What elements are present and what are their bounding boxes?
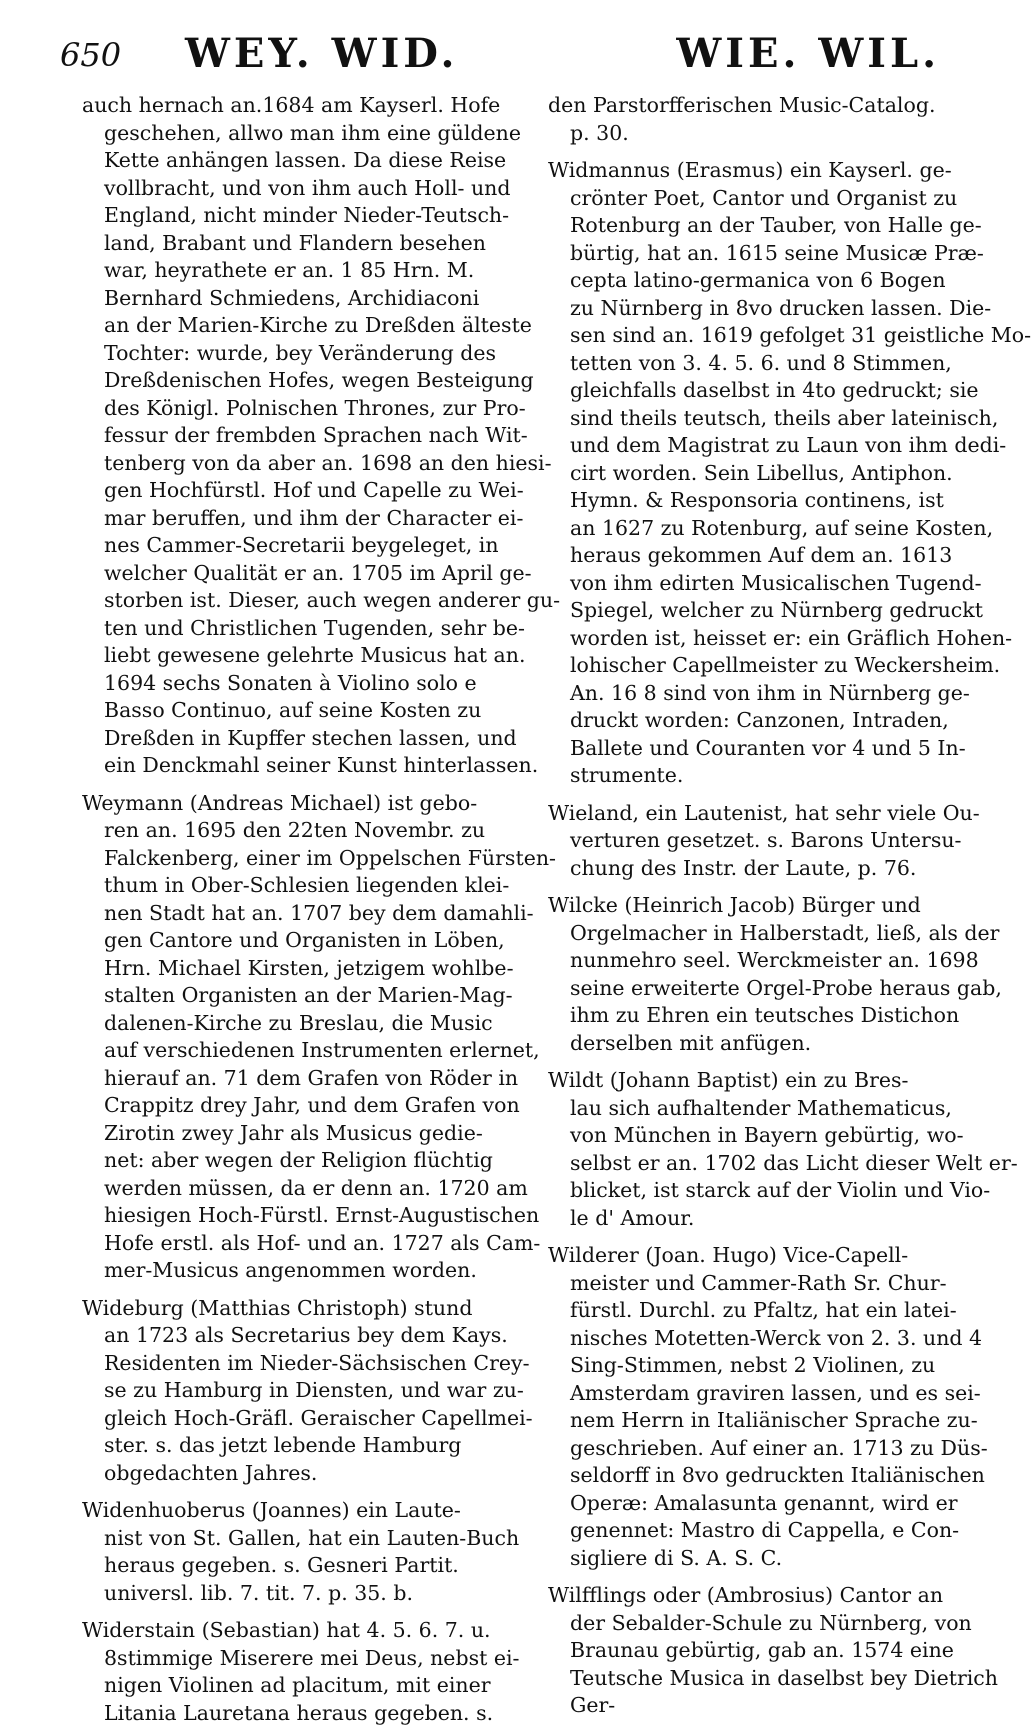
- dictionary-entry: [82, 790, 510, 1285]
- text-line: auf verschiedenen Instrumenten erlernet,: [82, 1037, 510, 1065]
- text-line: lohischer Capellmeister zu Weckersheim.: [548, 652, 953, 680]
- text-line: tenberg von da aber an. 1698 an den hiesi-: [82, 450, 510, 478]
- text-line: Sing-Stimmen, nebst 2 Violinen, zu: [548, 1352, 953, 1380]
- text-line: bürtig, hat an. 1615 seine Musicæ Præ-: [548, 240, 953, 268]
- dictionary-entry: [548, 157, 953, 790]
- text-line: hierauf an. 71 dem Grafen von Röder in: [82, 1065, 510, 1093]
- text-line: Spiegel, welcher zu Nürnberg gedruckt: [548, 597, 953, 625]
- text-line: war, heyrathete er an. 1 85 Hrn. M.: [82, 257, 510, 285]
- text-line: selbst er an. 1702 das Licht dieser Welt er-: [548, 1150, 953, 1178]
- text-line: 1694 sechs Sonaten à Violino solo e: [82, 670, 510, 698]
- text-line: druckt worden: Canzonen, Intraden,: [548, 707, 953, 735]
- text-line: le d' Amour.: [548, 1205, 953, 1233]
- text-line: Litania Lauretana heraus gegeben. s.: [82, 1700, 510, 1727]
- running-header: [60, 22, 940, 82]
- text-line: sen sind an. 1619 gefolget 31 geistliche Mo-: [548, 322, 953, 350]
- text-line: Widenhuoberus (Joannes) ein Laute-: [82, 1497, 510, 1525]
- text-line: ten und Christlichen Tugenden, sehr be-: [82, 615, 510, 643]
- left-running-head: WEY. WID.: [185, 30, 458, 77]
- text-line: gen Cantore und Organisten in Löben,: [82, 927, 510, 955]
- page-number: 650: [60, 36, 121, 74]
- text-line: Residenten im Nieder-Sächsischen Crey-: [82, 1350, 510, 1378]
- text-line: Crappitz drey Jahr, und dem Grafen von: [82, 1092, 510, 1120]
- text-line: ster. s. das jetzt lebende Hamburg: [82, 1432, 510, 1460]
- dictionary-entry: [82, 1295, 510, 1488]
- text-line: geschrieben. Auf einer an. 1713 zu Düs-: [548, 1435, 953, 1463]
- text-line: Wilderer (Joan. Hugo) Vice-Capell-: [548, 1242, 953, 1270]
- text-line: mar beruffen, und ihm der Character ei-: [82, 505, 510, 533]
- text-line: storben ist. Dieser, auch wegen anderer gu-: [82, 587, 510, 615]
- text-line: seldorff in 8vo gedruckten Italiänischen: [548, 1462, 953, 1490]
- text-line: hiesigen Hoch-Fürstl. Ernst-Augustischen: [82, 1202, 510, 1230]
- dictionary-entry: [548, 892, 953, 1057]
- text-line: Tochter: wurde, bey Veränderung des: [82, 340, 510, 368]
- text-line: gen Hochfürstl. Hof und Capelle zu Wei-: [82, 477, 510, 505]
- text-line: Weymann (Andreas Michael) ist gebo-: [82, 790, 510, 818]
- text-line: crönter Poet, Cantor und Organist zu: [548, 185, 953, 213]
- text-line: nes Cammer-Secretarii beygeleget, in: [82, 532, 510, 560]
- text-line: des Königl. Polnischen Thrones, zur Pro-: [82, 395, 510, 423]
- text-line: chung des Instr. der Laute, p. 76.: [548, 855, 953, 883]
- text-line: strumente.: [548, 762, 953, 790]
- text-line: Ballete und Couranten vor 4 und 5 In-: [548, 735, 953, 763]
- text-line: vollbracht, und von ihm auch Holl- und: [82, 175, 510, 203]
- text-line: von München in Bayern gebürtig, wo-: [548, 1122, 953, 1150]
- text-line: Wildt (Johann Baptist) ein zu Bres-: [548, 1067, 953, 1095]
- text-line: 8stimmige Miserere mei Deus, nebst ei-: [82, 1645, 510, 1673]
- text-line: nunmehro seel. Werckmeister an. 1698: [548, 947, 953, 975]
- text-line: Dreßden in Kupffer stechen lassen, und: [82, 725, 510, 753]
- dictionary-entry: [548, 1067, 953, 1232]
- text-line: und dem Magistrat zu Laun von ihm dedi-: [548, 432, 953, 460]
- text-line: von ihm edirten Musicalischen Tugend-: [548, 570, 953, 598]
- text-line: welcher Qualität er an. 1705 im April ge-: [82, 560, 510, 588]
- text-line: ihm zu Ehren ein teutsches Distichon: [548, 1002, 953, 1030]
- text-line: verturen gesetzet. s. Barons Untersu-: [548, 827, 953, 855]
- left-column: [82, 92, 510, 1727]
- text-line: zu Nürnberg in 8vo drucken lassen. Die-: [548, 295, 953, 323]
- text-line: Wideburg (Matthias Christoph) stund: [82, 1295, 510, 1323]
- text-line: worden ist, heisset er: ein Gräflich Hohen-: [548, 625, 953, 653]
- text-line: an 1723 als Secretarius bey dem Kays.: [82, 1322, 510, 1350]
- text-line: Hofe erstl. als Hof- und an. 1727 als Cam-: [82, 1230, 510, 1258]
- text-line: nen Stadt hat an. 1707 bey dem damahli-: [82, 900, 510, 928]
- dictionary-entry: [548, 1582, 953, 1720]
- text-line: Hymn. & Responsoria continens, ist: [548, 487, 953, 515]
- text-line: Rotenburg an der Tauber, von Halle ge-: [548, 212, 953, 240]
- right-column: [548, 92, 953, 1720]
- text-line: sigliere di S. A. S. C.: [548, 1545, 953, 1573]
- text-line: geschehen, allwo man ihm eine güldene: [82, 120, 510, 148]
- dictionary-entry: [548, 92, 953, 147]
- dictionary-entry: [548, 800, 953, 883]
- text-line: net: aber wegen der Religion flüchtig: [82, 1147, 510, 1175]
- right-running-head: WIE. WIL.: [676, 30, 940, 77]
- text-line: nist von St. Gallen, hat ein Lauten-Buch: [82, 1525, 510, 1553]
- text-line: Bernhard Schmiedens, Archidiaconi: [82, 285, 510, 313]
- text-line: se zu Hamburg in Diensten, und war zu-: [82, 1377, 510, 1405]
- text-line: nisches Motetten-Werck von 2. 3. und 4: [548, 1325, 953, 1353]
- text-line: cirt worden. Sein Libellus, Antiphon.: [548, 460, 953, 488]
- text-line: Widerstain (Sebastian) hat 4. 5. 6. 7. u.: [82, 1617, 510, 1645]
- text-line: heraus gekommen Auf dem an. 1613: [548, 542, 953, 570]
- text-line: gleich Hoch-Gräfl. Geraischer Capellmei-: [82, 1405, 510, 1433]
- text-line: fessur der frembden Sprachen nach Wit-: [82, 422, 510, 450]
- dictionary-entry: [82, 1617, 510, 1727]
- text-line: dalenen-Kirche zu Breslau, die Music: [82, 1010, 510, 1038]
- dictionary-entry: [82, 1497, 510, 1607]
- text-line: nem Herrn in Italiänischer Sprache zu-: [548, 1407, 953, 1435]
- text-line: fürstl. Durchl. zu Pfaltz, hat ein latei-: [548, 1297, 953, 1325]
- text-line: stalten Organisten an der Marien-Mag-: [82, 982, 510, 1010]
- text-line: meister und Cammer-Rath Sr. Chur-: [548, 1270, 953, 1298]
- text-line: den Parstorfferischen Music-Catalog.: [548, 92, 953, 120]
- text-line: An. 16 8 sind von ihm in Nürnberg ge-: [548, 680, 953, 708]
- dictionary-entry: [548, 1242, 953, 1572]
- text-line: Ger-: [548, 1692, 953, 1720]
- text-line: genennet: Mastro di Cappella, e Con-: [548, 1517, 953, 1545]
- dictionary-entry: [82, 92, 510, 780]
- text-line: nigen Violinen ad placitum, mit einer: [82, 1672, 510, 1700]
- text-line: Hrn. Michael Kirsten, jetzigem wohlbe-: [82, 955, 510, 983]
- text-line: Widmannus (Erasmus) ein Kayserl. ge-: [548, 157, 953, 185]
- text-line: blicket, ist starck auf der Violin und Vio-: [548, 1177, 953, 1205]
- text-line: Amsterdam graviren lassen, und es sei-: [548, 1380, 953, 1408]
- text-line: Kette anhängen lassen. Da diese Reise: [82, 147, 510, 175]
- text-line: Wilcke (Heinrich Jacob) Bürger und: [548, 892, 953, 920]
- text-line: tetten von 3. 4. 5. 6. und 8 Stimmen,: [548, 350, 953, 378]
- text-line: ren an. 1695 den 22ten Novembr. zu: [82, 817, 510, 845]
- text-line: land, Brabant und Flandern besehen: [82, 230, 510, 258]
- text-line: sind theils teutsch, theils aber lateinisch,: [548, 405, 953, 433]
- text-line: p. 30.: [548, 120, 953, 148]
- text-line: derselben mit anfügen.: [548, 1030, 953, 1058]
- text-line: an der Marien-Kirche zu Dreßden älteste: [82, 312, 510, 340]
- text-line: England, nicht minder Nieder-Teutsch-: [82, 202, 510, 230]
- text-line: Operæ: Amalasunta genannt, wird er: [548, 1490, 953, 1518]
- text-line: an 1627 zu Rotenburg, auf seine Kosten,: [548, 515, 953, 543]
- text-line: Wilfflings oder (Ambrosius) Cantor an: [548, 1582, 953, 1610]
- text-line: Orgelmacher in Halberstadt, ließ, als der: [548, 920, 953, 948]
- text-line: thum in Ober-Schlesien liegenden klei-: [82, 872, 510, 900]
- text-line: ein Denckmahl seiner Kunst hinterlassen.: [82, 752, 510, 780]
- text-line: lau sich aufhaltender Mathematicus,: [548, 1095, 953, 1123]
- text-line: auch hernach an.1684 am Kayserl. Hofe: [82, 92, 510, 120]
- text-line: Falckenberg, einer im Oppelschen Fürsten-: [82, 845, 510, 873]
- text-line: seine erweiterte Orgel-Probe heraus gab,: [548, 975, 953, 1003]
- text-line: der Sebalder-Schule zu Nürnberg, von: [548, 1610, 953, 1638]
- text-line: Braunau gebürtig, gab an. 1574 eine: [548, 1637, 953, 1665]
- text-line: cepta latino-germanica von 6 Bogen: [548, 267, 953, 295]
- text-line: Zirotin zwey Jahr als Musicus gedie-: [82, 1120, 510, 1148]
- text-line: universl. lib. 7. tit. 7. p. 35. b.: [82, 1580, 510, 1608]
- text-line: obgedachten Jahres.: [82, 1460, 510, 1488]
- text-line: werden müssen, da er denn an. 1720 am: [82, 1175, 510, 1203]
- text-line: heraus gegeben. s. Gesneri Partit.: [82, 1552, 510, 1580]
- text-line: liebt gewesene gelehrte Musicus hat an.: [82, 642, 510, 670]
- text-line: Dreßdenischen Hofes, wegen Besteigung: [82, 367, 510, 395]
- text-line: mer-Musicus angenommen worden.: [82, 1257, 510, 1285]
- text-line: gleichfalls daselbst in 4to gedruckt; sie: [548, 377, 953, 405]
- text-line: Basso Continuo, auf seine Kosten zu: [82, 697, 510, 725]
- text-line: Wieland, ein Lautenist, hat sehr viele Ou-: [548, 800, 953, 828]
- text-line: Teutsche Musica in daselbst bey Dietrich: [548, 1665, 953, 1693]
